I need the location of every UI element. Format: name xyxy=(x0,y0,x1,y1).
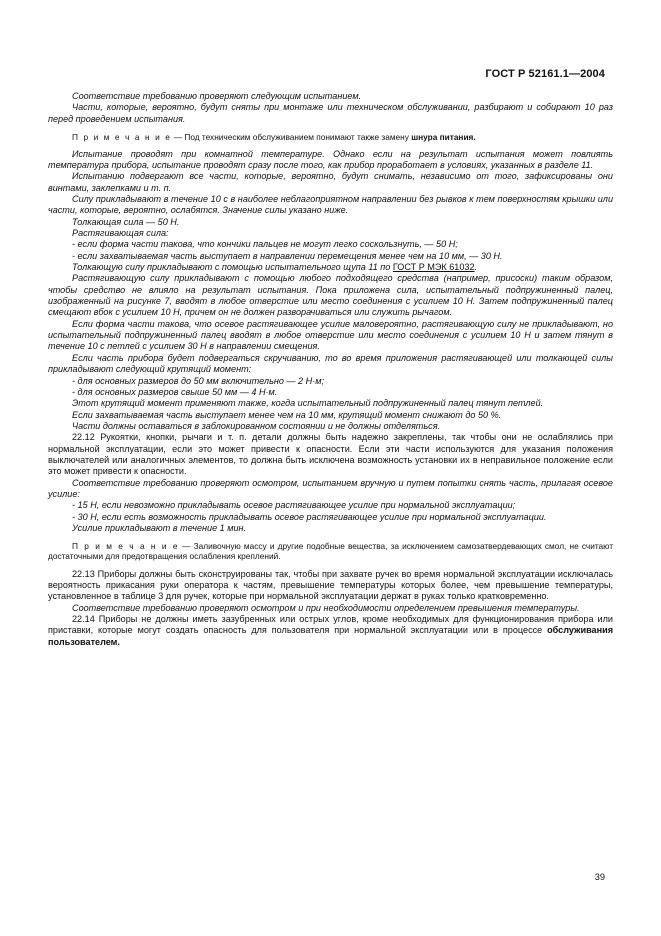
clause-bold-term: обслуживания пользователем. xyxy=(48,625,613,647)
clause-22-13: 22.13 Приборы должны быть сконструированы так, чтобы при захвате ручек во время нормальной эксплуатации исключалась вероятность прикасания руки оператора к частям, превышение температуры которых более, чем превышение температуры, установленное в таблице 3 для ручек, которые при нормальной эксплуатации держат в руках только кратковременно. xyxy=(48,568,613,602)
paragraph: Усилие прикладывают в течение 1 мин. xyxy=(72,522,247,533)
paragraph: Силу прикладывают в течение 10 с в наиболее неблагоприятном направлении без рывков к тем поверхностям крышки или части, которые, вероятно, ослабятся. Значение силы указано ниже. xyxy=(48,194,613,216)
paragraph-with-reference xyxy=(48,262,613,273)
standard-reference-link[interactable]: ГОСТ Р МЭК 61032 xyxy=(392,262,475,273)
clause-22-14 xyxy=(48,614,613,648)
paragraph: Соответствие требованию проверяют осмотром и при необходимости определением превышения температуры. xyxy=(72,602,580,613)
paragraph-text: Толкающую силу прикладывают с помощью испытательного щупа 11 по xyxy=(72,262,393,273)
list-item: - 30 Н, если есть возможность прикладывать осевое растягивающее усилие при нормальной эксплуатации. xyxy=(72,511,547,522)
paragraph: Растягивающая сила: xyxy=(72,228,169,239)
paragraph: Этот крутящий момент применяют также, когда испытательный подпружиненный палец тянут петлей. xyxy=(72,398,544,409)
standard-header: ГОСТ Р 52161.1—2004 xyxy=(485,68,605,80)
list-item: - 15 Н, если невозможно прикладывать осевое растягивающее усилие при нормальной эксплуатации; xyxy=(72,500,516,511)
note-text: — Под техническим обслуживанием понимают также замену xyxy=(171,131,412,142)
paragraph: Части, которые, вероятно, будут сняты при монтаже или техническом обслуживании, разбирают и собирают 10 раз перед проведением испытания. xyxy=(48,102,613,124)
note-text: — Заливочную массу и другие подобные вещества, за исключением самозатвердевающих смол, не считают достаточными для предотвращения ослабления креплений. xyxy=(48,540,614,562)
note-2 xyxy=(48,541,613,562)
note-label: П р и м е ч а н и е xyxy=(72,131,172,142)
paragraph: Испытание проводят при комнатной температуре. Однако если на результат испытания может повлиять температура прибора, испытание проводят сразу после того, как прибор проработает в условиях, указанных в разделе 11. xyxy=(48,148,613,170)
paragraph: Если захватываемая часть выступает менее чем на 10 мм, крутящий момент снижают до 50 %. xyxy=(72,409,502,420)
clause-22-12: 22.12 Рукоятки, кнопки, рычаги и т. п. детали должны быть надежно закреплены, так чтобы они не ослаблялись при нормальной эксплуатации, если это может привести к опасности. Если эти части используются для указания положения выключателей или аналогичных элементов, то должна быть исключена возможность установки их в неправильное положение если это может привести к опасности. xyxy=(48,432,613,477)
list-item: - для основных размеров свыше 50 мм — 4 Н·м. xyxy=(72,386,278,397)
paragraph: Если форма части такова, что осевое растягивающее усилие маловероятно, растягивающую силу не прикладывают, но испытательный подпружиненный палец вводят в любое отверстие или место соединения с усилием 10 Н и затем тянут в течение 10 с петлей с усилием 30 Н в направлении смещения. xyxy=(48,318,613,352)
note-1 xyxy=(48,132,613,143)
list-item: - для основных размеров до 50 мм включительно — 2 Н·м; xyxy=(72,375,324,386)
paragraph: Растягивающую силу прикладывают с помощью любого подходящего средства (например, присоски) таким образом, чтобы средство не влияло на результат испытания. Пока приложена сила, испытательный подпружиненный палец, изображенный на рисунке 7, вводят в любое отверстие или место соединения с усилием 10 Н. Затем подпружиненный палец смещают вбок с усилием 10 Н, причем он не должен разворачиваться или служить рычагом. xyxy=(48,273,613,318)
paragraph: Испытанию подвергают все части, которые, вероятно, будут снимать, независимо от того, зафиксированы они винтами, заклепками и т. п. xyxy=(48,171,613,193)
list-item: - если захватываемая часть выступает в направлении перемещения менее чем на 10 мм, — 30 Н. xyxy=(72,250,503,261)
note-bold-term: шнура питания. xyxy=(411,131,476,142)
paragraph: Соответствие требованию проверяют следующим испытанием. xyxy=(72,91,362,101)
document-body xyxy=(48,91,613,648)
paragraph: Части должны оставаться в заблокированном состоянии и не должны отделяться. xyxy=(72,420,441,431)
note-label: П р и м е ч а н и е xyxy=(72,540,180,551)
paragraph-end: . xyxy=(474,262,478,273)
paragraph: Толкающая сила — 50 Н. xyxy=(72,216,180,227)
list-item: - если форма части такова, что кончики пальцев не могут легко соскользнуть, — 50 Н; xyxy=(72,239,458,250)
paragraph: Если часть прибора будет подвергаться скручиванию, то во время приложения растягивающей или толкающей силы прикладывают следующий крутящий момент: xyxy=(48,352,613,375)
paragraph: Соответствие требованию проверяют осмотром, испытанием вручную и путем попытки снять часть, прилагая осевое усилие: xyxy=(48,477,613,499)
page-number: 39 xyxy=(594,872,605,882)
clause-text: 22.14 Приборы не должны иметь зазубренных или острых углов, кроме необходимых для функционирования прибора или приставки, которые могут создать опасность для пользователя при нормальной эксплуатации или в процессе xyxy=(48,613,613,636)
